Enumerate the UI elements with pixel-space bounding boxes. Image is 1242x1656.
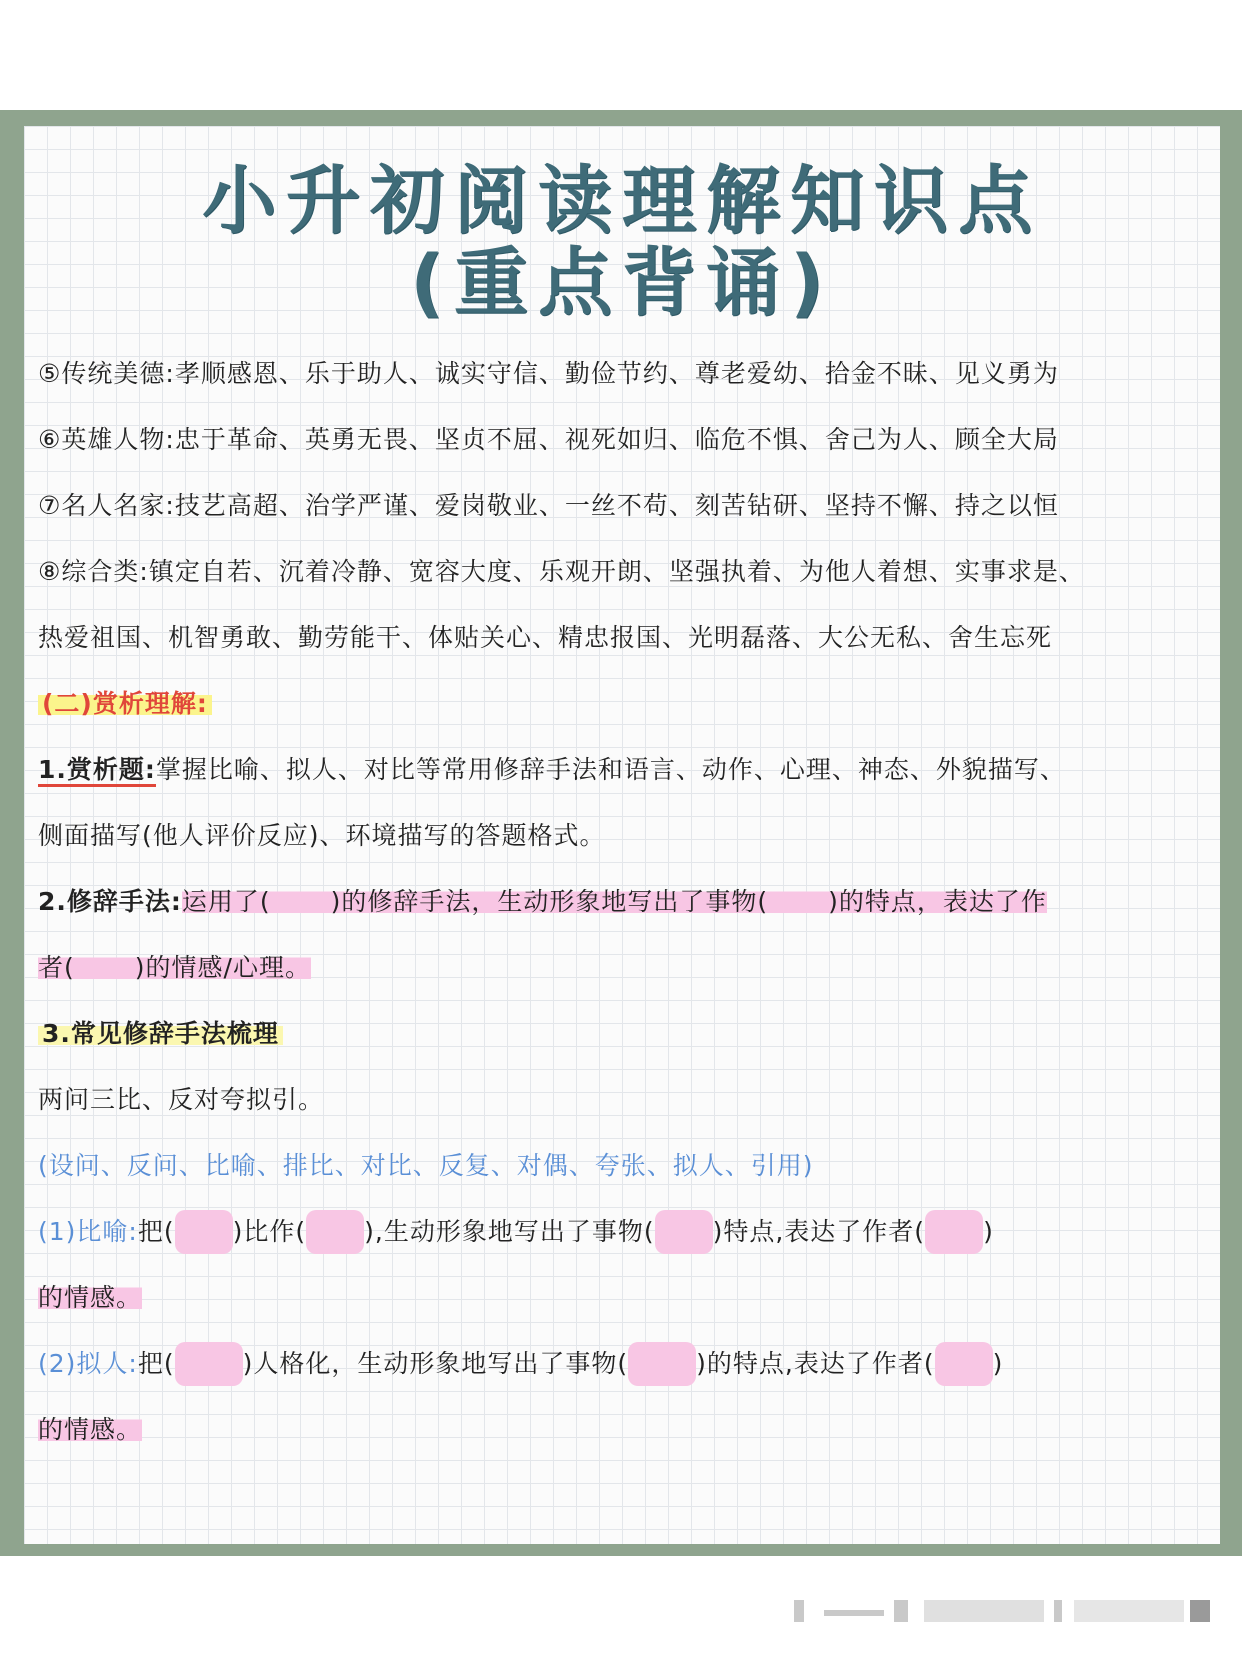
personification-part-b: )人格化，生动形象地写出了事物( [242, 1349, 629, 1378]
blank [306, 1210, 364, 1254]
question-1-label: 1.赏析题: [38, 755, 156, 787]
metaphor-label: (1)比喻: [38, 1217, 138, 1246]
watermark-bar [824, 1610, 884, 1616]
question-2-part-d: 者( [38, 953, 75, 982]
question-2-part-e: )的情感/心理。 [134, 953, 311, 982]
text-line-general-cont: 热爱祖国、机智勇敢、勤劳能干、体贴关心、精忠报国、光明磊落、大公无私、舍生忘死 [38, 623, 1053, 652]
question-2 [38, 880, 1206, 924]
blank [935, 1342, 993, 1386]
blank [768, 887, 828, 916]
grid-paper [24, 126, 1220, 1544]
personification-part-d: ) [992, 1349, 1004, 1378]
mnemonic-line: 两问三比、反对夸拟引。 [38, 1085, 325, 1114]
question-2-part-b: )的修辞手法，生动形象地写出了事物( [330, 887, 769, 916]
metaphor-part-c: ),生动形象地写出了事物( [364, 1217, 655, 1246]
metaphor-part-e: ) [983, 1217, 994, 1246]
rhetoric-list: (设问、反问、比喻、排比、对比、反复、对偶、夸张、拟人、引用) [38, 1151, 814, 1180]
personification-label: (2)拟人: [38, 1349, 138, 1378]
blank [75, 953, 135, 982]
personification-line [38, 1342, 1206, 1386]
watermark-bar [1054, 1600, 1062, 1622]
section-heading [38, 682, 1206, 726]
page-subtitle: (重点背诵) [410, 240, 834, 326]
watermark-bar [924, 1600, 1044, 1622]
blank [175, 1210, 233, 1254]
question-1-text: 掌握比喻、拟人、对比等常用修辞手法和语言、动作、心理、神态、外貌描写、 [155, 755, 1066, 784]
page-title: 小升初阅读理解知识点 [202, 158, 1042, 244]
question-2-part-c: )的特点，表达了作 [828, 887, 1047, 916]
personification-part-a: 把( [137, 1349, 175, 1378]
text-line-heroes: ⑥英雄人物:忠于革命、英勇无畏、坚贞不屈、视死如归、临危不惧、舍己为人、顾全大局 [38, 425, 1059, 454]
question-3 [38, 1012, 1206, 1056]
text-line-famous-people: ⑦名人名家:技艺高超、治学严谨、爱岗敬业、一丝不苟、刻苦钻研、坚持不懈、持之以恒 [38, 491, 1059, 520]
metaphor-line [38, 1210, 1206, 1254]
metaphor-line-cont [38, 1276, 1206, 1320]
question-2-label: 2.修辞手法: [38, 887, 182, 916]
watermark-bar [1190, 1600, 1210, 1622]
metaphor-part-a: 把( [137, 1217, 175, 1246]
page-frame [0, 110, 1242, 1556]
watermark-bar [794, 1600, 804, 1622]
metaphor-part-d: )特点,表达了作者( [712, 1217, 926, 1246]
question-1-cont: 侧面描写(他人评价反应)、环境描写的答题格式。 [38, 821, 606, 850]
watermark-bar [1074, 1600, 1184, 1622]
blank [175, 1342, 243, 1386]
text-line-general: ⑧综合类:镇定自若、沉着冷静、宽容大度、乐观开朗、坚强执着、为他人着想、实事求是、 [38, 557, 1085, 586]
section-heading-label: (二)赏析理解: [38, 689, 212, 718]
blank [628, 1342, 696, 1386]
question-2-cont [38, 946, 1206, 990]
question-3-label: 3.常见修辞手法梳理 [38, 1019, 283, 1048]
metaphor-part-f: 的情感。 [38, 1283, 143, 1312]
watermark-mark [794, 1596, 1214, 1626]
question-2-part-a: 运用了( [181, 887, 271, 916]
question-1 [38, 748, 1206, 792]
watermark-bar [894, 1600, 908, 1622]
personification-line-cont [38, 1408, 1206, 1452]
personification-part-c: )的特点,表达了作者( [696, 1349, 935, 1378]
blank [271, 887, 331, 916]
personification-part-e: 的情感。 [38, 1415, 143, 1444]
blank [925, 1210, 983, 1254]
text-line-traditional-virtues: ⑤传统美德:孝顺感恩、乐于助人、诚实守信、勤俭节约、尊老爱幼、拾金不昧、见义勇为 [38, 359, 1059, 388]
metaphor-part-b: )比作( [232, 1217, 307, 1246]
blank [655, 1210, 713, 1254]
